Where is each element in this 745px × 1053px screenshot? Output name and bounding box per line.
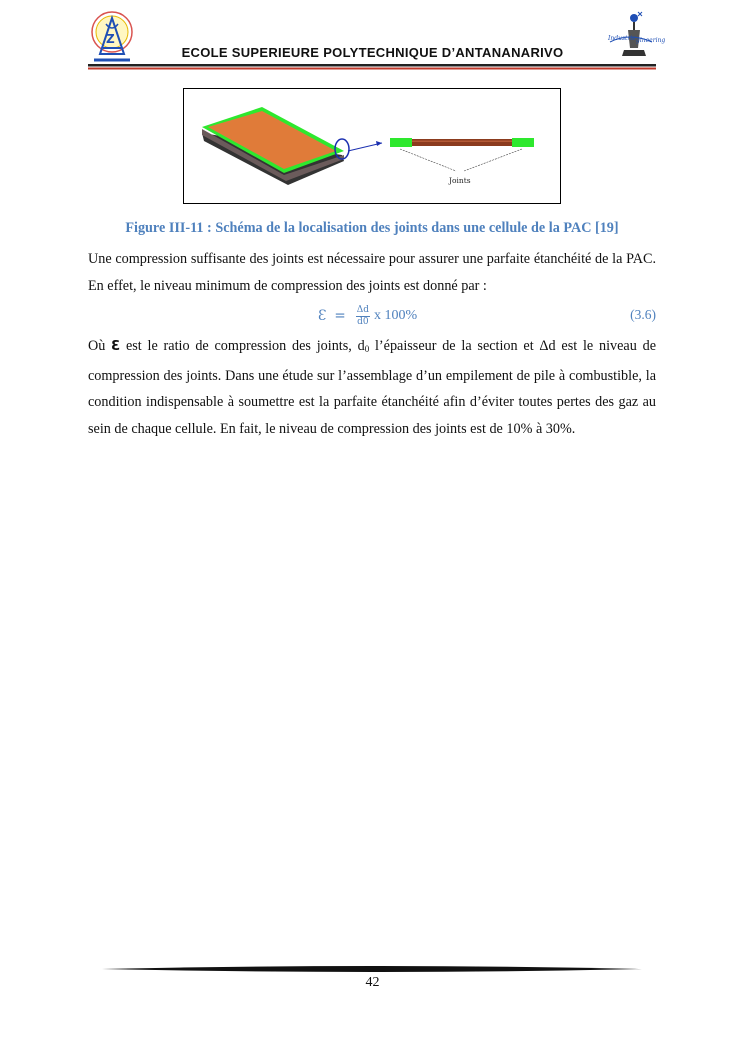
para2-part2: l’épaisseur de la section et Δd est le niveau de compression des joints. Dans une étude sur l’assemblage d’un empilement de pile à combustible, la condition indispensable à soumettre est la parfaite étanchéité afin d’éviter toutes pertes des gaz au sein de chaque cellule. En fait, le niveau de compression des joints est de 10% à 30%. — [88, 338, 656, 437]
equation-rest: x 100% — [374, 308, 418, 323]
para2-symbol: Ɛ — [111, 339, 121, 354]
svg-text:Z: Z — [106, 32, 115, 46]
equation-number: (3.6) — [630, 307, 656, 322]
header-title: ECOLE SUPERIEURE POLYTECHNIQUE D’ANTANANARIVO — [181, 45, 564, 60]
para2-start: Où — [88, 338, 112, 354]
zoom-arrowhead — [376, 141, 382, 146]
footer-rule — [102, 964, 642, 974]
fraction-numerator: Δd — [356, 304, 369, 315]
joint-schematic-figure — [184, 89, 562, 205]
section-joint-left — [390, 138, 412, 147]
paragraph-explanation — [88, 333, 656, 442]
equation-lhs: Ɛ — [318, 308, 327, 324]
equation-fraction — [356, 305, 370, 328]
equation — [318, 301, 417, 331]
svg-text:Industrie: Industrie — [608, 35, 636, 42]
paragraph-intro: Une compression suffisante des joints est nécessaire pour assurer une parfaite étanchéité de la PAC. En effet, le niveau minimum de compression des joints est donné par : — [88, 251, 656, 294]
figure-caption: Figure III-11 : Schéma de la localisation des joints dans une cellule de la PAC [19] — [125, 220, 619, 236]
para2-part1: est le ratio de compression des joints, d — [120, 338, 365, 354]
joints-label: Joints — [449, 176, 471, 185]
section-plate-highlight — [412, 141, 512, 143]
fraction-denominator: d0 — [357, 316, 369, 327]
header-rule — [88, 64, 656, 70]
pointer-line-right — [464, 149, 522, 171]
pointer-line-left — [400, 149, 456, 171]
section-joint-right — [512, 138, 534, 147]
para2-subscript: 0 — [364, 344, 370, 354]
svg-text:gineering: gineering — [636, 37, 666, 44]
page-number: 42 — [365, 975, 380, 990]
section-plate — [412, 139, 512, 146]
figure-box — [183, 88, 561, 204]
equation-equals: = — [334, 308, 346, 324]
